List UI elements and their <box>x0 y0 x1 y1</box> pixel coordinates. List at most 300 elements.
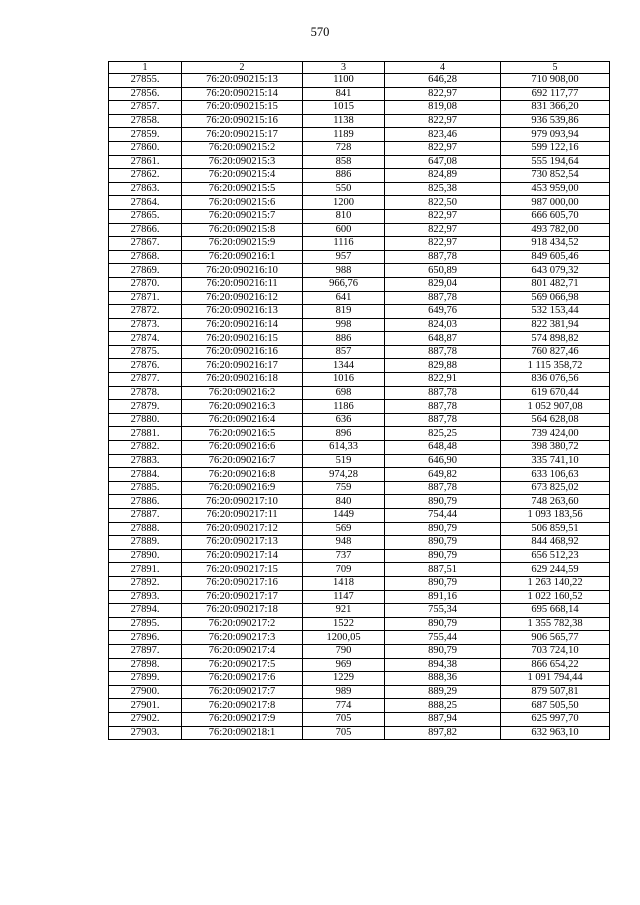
area-cell: 974,28 <box>303 468 385 482</box>
cadastral-number-cell: 76:20:090215:3 <box>182 155 303 169</box>
table-row <box>109 237 610 251</box>
area-cell: 1147 <box>303 590 385 604</box>
specific-value-cell: 890,79 <box>385 495 501 509</box>
cadastral-value-cell: 629 244,59 <box>501 563 610 577</box>
cadastral-number-cell: 76:20:090217:14 <box>182 549 303 563</box>
row-number-cell: 27885. <box>109 481 182 495</box>
table-row <box>109 386 610 400</box>
cadastral-number-cell: 76:20:090216:15 <box>182 332 303 346</box>
specific-value-cell: 829,04 <box>385 277 501 291</box>
cadastral-value-cell: 625 997,70 <box>501 712 610 726</box>
specific-value-cell: 649,76 <box>385 305 501 319</box>
cadastral-number-cell: 76:20:090216:17 <box>182 359 303 373</box>
area-cell: 1015 <box>303 101 385 115</box>
cadastral-value-cell: 632 963,10 <box>501 726 610 740</box>
row-number-cell: 27895. <box>109 617 182 631</box>
specific-value-cell: 646,28 <box>385 74 501 88</box>
area-cell: 841 <box>303 87 385 101</box>
cadastral-value-cell: 695 668,14 <box>501 604 610 618</box>
area-cell: 698 <box>303 386 385 400</box>
cadastral-value-cell: 710 908,00 <box>501 74 610 88</box>
cadastral-number-cell: 76:20:090216:4 <box>182 413 303 427</box>
column-header: 2 <box>182 62 303 74</box>
table-row <box>109 427 610 441</box>
row-number-cell: 27890. <box>109 549 182 563</box>
specific-value-cell: 647,08 <box>385 155 501 169</box>
area-cell: 641 <box>303 291 385 305</box>
area-cell: 1344 <box>303 359 385 373</box>
cadastral-number-cell: 76:20:090215:2 <box>182 141 303 155</box>
specific-value-cell: 887,51 <box>385 563 501 577</box>
cadastral-number-cell: 76:20:090215:14 <box>182 87 303 101</box>
table-row <box>109 617 610 631</box>
table-row <box>109 468 610 482</box>
area-cell: 857 <box>303 345 385 359</box>
cadastral-value-cell: 493 782,00 <box>501 223 610 237</box>
area-cell: 1100 <box>303 74 385 88</box>
cadastral-value-cell: 918 434,52 <box>501 237 610 251</box>
specific-value-cell: 890,79 <box>385 576 501 590</box>
table-row <box>109 291 610 305</box>
cadastral-value-cell: 666 605,70 <box>501 209 610 223</box>
area-cell: 705 <box>303 726 385 740</box>
specific-value-cell: 648,48 <box>385 441 501 455</box>
area-cell: 966,76 <box>303 277 385 291</box>
row-number-cell: 27860. <box>109 141 182 155</box>
table-row <box>109 264 610 278</box>
row-number-cell: 27867. <box>109 237 182 251</box>
specific-value-cell: 825,38 <box>385 182 501 196</box>
area-cell: 1418 <box>303 576 385 590</box>
row-number-cell: 27901. <box>109 699 182 713</box>
specific-value-cell: 646,90 <box>385 454 501 468</box>
specific-value-cell: 887,94 <box>385 712 501 726</box>
area-cell: 1449 <box>303 509 385 523</box>
area-cell: 998 <box>303 318 385 332</box>
table-row <box>109 182 610 196</box>
specific-value-cell: 755,44 <box>385 631 501 645</box>
table-row <box>109 400 610 414</box>
cadastral-value-cell: 687 505,50 <box>501 699 610 713</box>
table-row <box>109 658 610 672</box>
cadastral-value-cell: 739 424,00 <box>501 427 610 441</box>
cadastral-value-cell: 555 194,64 <box>501 155 610 169</box>
row-number-cell: 27870. <box>109 277 182 291</box>
cadastral-value-cell: 748 263,60 <box>501 495 610 509</box>
row-number-cell: 27884. <box>109 468 182 482</box>
area-cell: 569 <box>303 522 385 536</box>
cadastral-value-cell: 532 153,44 <box>501 305 610 319</box>
cadastral-value-cell: 673 825,02 <box>501 481 610 495</box>
column-header: 4 <box>385 62 501 74</box>
row-number-cell: 27875. <box>109 345 182 359</box>
row-number-cell: 27855. <box>109 74 182 88</box>
cadastral-number-cell: 76:20:090215:17 <box>182 128 303 142</box>
specific-value-cell: 887,78 <box>385 413 501 427</box>
row-number-cell: 27902. <box>109 712 182 726</box>
cadastral-number-cell: 76:20:090216:10 <box>182 264 303 278</box>
cadastral-number-cell: 76:20:090217:3 <box>182 631 303 645</box>
area-cell: 728 <box>303 141 385 155</box>
specific-value-cell: 829,88 <box>385 359 501 373</box>
row-number-cell: 27899. <box>109 672 182 686</box>
area-cell: 550 <box>303 182 385 196</box>
cadastral-number-cell: 76:20:090215:9 <box>182 237 303 251</box>
area-cell: 1200,05 <box>303 631 385 645</box>
cadastral-value-cell: 979 093,94 <box>501 128 610 142</box>
specific-value-cell: 887,78 <box>385 386 501 400</box>
row-number-cell: 27894. <box>109 604 182 618</box>
cadastral-value-cell: 822 381,94 <box>501 318 610 332</box>
row-number-cell: 27888. <box>109 522 182 536</box>
cadastral-value-cell: 1 022 160,52 <box>501 590 610 604</box>
page-number: 570 <box>310 25 330 39</box>
specific-value-cell: 822,50 <box>385 196 501 210</box>
cadastral-value-cell: 1 115 358,72 <box>501 359 610 373</box>
cadastral-value-cell: 831 366,20 <box>501 101 610 115</box>
specific-value-cell: 890,79 <box>385 522 501 536</box>
specific-value-cell: 822,97 <box>385 87 501 101</box>
specific-value-cell: 754,44 <box>385 509 501 523</box>
specific-value-cell: 819,08 <box>385 101 501 115</box>
cadastral-number-cell: 76:20:090217:8 <box>182 699 303 713</box>
area-cell: 737 <box>303 549 385 563</box>
area-cell: 1522 <box>303 617 385 631</box>
cadastral-number-cell: 76:20:090215:4 <box>182 169 303 183</box>
row-number-cell: 27865. <box>109 209 182 223</box>
table-row <box>109 141 610 155</box>
row-number-cell: 27898. <box>109 658 182 672</box>
cadastral-number-cell: 76:20:090216:6 <box>182 441 303 455</box>
row-number-cell: 27859. <box>109 128 182 142</box>
specific-value-cell: 825,25 <box>385 427 501 441</box>
area-cell: 759 <box>303 481 385 495</box>
cadastral-value-table <box>108 61 610 740</box>
table-row <box>109 209 610 223</box>
cadastral-number-cell: 76:20:090215:15 <box>182 101 303 115</box>
area-cell: 896 <box>303 427 385 441</box>
area-cell: 1138 <box>303 114 385 128</box>
table-row <box>109 87 610 101</box>
row-number-cell: 27880. <box>109 413 182 427</box>
specific-value-cell: 648,87 <box>385 332 501 346</box>
table-row <box>109 509 610 523</box>
row-number-cell: 27861. <box>109 155 182 169</box>
table-row <box>109 318 610 332</box>
area-cell: 600 <box>303 223 385 237</box>
table-row <box>109 563 610 577</box>
table-row <box>109 644 610 658</box>
row-number-cell: 27869. <box>109 264 182 278</box>
row-number-cell: 27856. <box>109 87 182 101</box>
cadastral-value-cell: 936 539,86 <box>501 114 610 128</box>
row-number-cell: 27879. <box>109 400 182 414</box>
row-number-cell: 27864. <box>109 196 182 210</box>
cadastral-number-cell: 76:20:090218:1 <box>182 726 303 740</box>
column-header: 1 <box>109 62 182 74</box>
specific-value-cell: 890,79 <box>385 549 501 563</box>
table-row <box>109 196 610 210</box>
cadastral-number-cell: 76:20:090217:6 <box>182 672 303 686</box>
specific-value-cell: 650,89 <box>385 264 501 278</box>
area-cell: 1189 <box>303 128 385 142</box>
area-cell: 957 <box>303 250 385 264</box>
area-cell: 636 <box>303 413 385 427</box>
area-cell: 1016 <box>303 373 385 387</box>
specific-value-cell: 822,97 <box>385 237 501 251</box>
cadastral-number-cell: 76:20:090217:9 <box>182 712 303 726</box>
specific-value-cell: 755,34 <box>385 604 501 618</box>
table-row <box>109 373 610 387</box>
cadastral-value-cell: 643 079,32 <box>501 264 610 278</box>
cadastral-value-cell: 633 106,63 <box>501 468 610 482</box>
table-row <box>109 712 610 726</box>
cadastral-number-cell: 76:20:090217:15 <box>182 563 303 577</box>
cadastral-number-cell: 76:20:090215:7 <box>182 209 303 223</box>
cadastral-number-cell: 76:20:090215:13 <box>182 74 303 88</box>
table-row <box>109 413 610 427</box>
area-cell: 969 <box>303 658 385 672</box>
cadastral-number-cell: 76:20:090217:17 <box>182 590 303 604</box>
cadastral-number-cell: 76:20:090216:7 <box>182 454 303 468</box>
area-cell: 614,33 <box>303 441 385 455</box>
specific-value-cell: 888,36 <box>385 672 501 686</box>
cadastral-number-cell: 76:20:090217:16 <box>182 576 303 590</box>
cadastral-value-cell: 574 898,82 <box>501 332 610 346</box>
table-row <box>109 155 610 169</box>
row-number-cell: 27874. <box>109 332 182 346</box>
cadastral-number-cell: 76:20:090216:3 <box>182 400 303 414</box>
table-row <box>109 128 610 142</box>
area-cell: 886 <box>303 332 385 346</box>
row-number-cell: 27868. <box>109 250 182 264</box>
row-number-cell: 27881. <box>109 427 182 441</box>
specific-value-cell: 890,79 <box>385 644 501 658</box>
cadastral-number-cell: 76:20:090217:5 <box>182 658 303 672</box>
table-row <box>109 169 610 183</box>
cadastral-number-cell: 76:20:090217:7 <box>182 685 303 699</box>
cadastral-number-cell: 76:20:090216:12 <box>182 291 303 305</box>
cadastral-value-cell: 453 959,00 <box>501 182 610 196</box>
table-body <box>109 62 610 740</box>
area-cell: 858 <box>303 155 385 169</box>
specific-value-cell: 894,38 <box>385 658 501 672</box>
specific-value-cell: 887,78 <box>385 345 501 359</box>
specific-value-cell: 823,46 <box>385 128 501 142</box>
cadastral-value-cell: 760 827,46 <box>501 345 610 359</box>
row-number-cell: 27883. <box>109 454 182 468</box>
cadastral-value-cell: 1 355 782,38 <box>501 617 610 631</box>
area-cell: 921 <box>303 604 385 618</box>
table-row <box>109 332 610 346</box>
specific-value-cell: 822,97 <box>385 209 501 223</box>
cadastral-value-cell: 398 380,72 <box>501 441 610 455</box>
specific-value-cell: 824,03 <box>385 318 501 332</box>
cadastral-value-cell: 703 724,10 <box>501 644 610 658</box>
row-number-cell: 27857. <box>109 101 182 115</box>
row-number-cell: 27887. <box>109 509 182 523</box>
row-number-cell: 27878. <box>109 386 182 400</box>
cadastral-number-cell: 76:20:090216:18 <box>182 373 303 387</box>
row-number-cell: 27871. <box>109 291 182 305</box>
area-cell: 709 <box>303 563 385 577</box>
specific-value-cell: 822,97 <box>385 223 501 237</box>
row-number-cell: 27889. <box>109 536 182 550</box>
cadastral-value-cell: 906 565,77 <box>501 631 610 645</box>
table-row <box>109 549 610 563</box>
cadastral-value-cell: 506 859,51 <box>501 522 610 536</box>
column-header: 5 <box>501 62 610 74</box>
cadastral-number-cell: 76:20:090216:16 <box>182 345 303 359</box>
table-row <box>109 74 610 88</box>
table-row <box>109 672 610 686</box>
cadastral-number-cell: 76:20:090215:5 <box>182 182 303 196</box>
area-cell: 519 <box>303 454 385 468</box>
row-number-cell: 27900. <box>109 685 182 699</box>
table-row <box>109 277 610 291</box>
cadastral-number-cell: 76:20:090216:8 <box>182 468 303 482</box>
area-cell: 774 <box>303 699 385 713</box>
cadastral-value-cell: 879 507,81 <box>501 685 610 699</box>
cadastral-value-cell: 692 117,77 <box>501 87 610 101</box>
area-cell: 840 <box>303 495 385 509</box>
specific-value-cell: 891,16 <box>385 590 501 604</box>
row-number-cell: 27903. <box>109 726 182 740</box>
table-row <box>109 441 610 455</box>
cadastral-number-cell: 76:20:090217:4 <box>182 644 303 658</box>
area-cell: 1186 <box>303 400 385 414</box>
specific-value-cell: 897,82 <box>385 726 501 740</box>
cadastral-number-cell: 76:20:090216:13 <box>182 305 303 319</box>
table-row <box>109 114 610 128</box>
specific-value-cell: 887,78 <box>385 481 501 495</box>
cadastral-value-cell: 1 052 907,08 <box>501 400 610 414</box>
cadastral-number-cell: 76:20:090216:14 <box>182 318 303 332</box>
row-number-cell: 27893. <box>109 590 182 604</box>
table-row <box>109 495 610 509</box>
cadastral-number-cell: 76:20:090217:10 <box>182 495 303 509</box>
table-row <box>109 699 610 713</box>
cadastral-value-cell: 801 482,71 <box>501 277 610 291</box>
cadastral-value-cell: 1 091 794,44 <box>501 672 610 686</box>
cadastral-value-cell: 836 076,56 <box>501 373 610 387</box>
area-cell: 886 <box>303 169 385 183</box>
row-number-cell: 27896. <box>109 631 182 645</box>
cadastral-value-cell: 569 066,98 <box>501 291 610 305</box>
cadastral-number-cell: 76:20:090216:5 <box>182 427 303 441</box>
row-number-cell: 27876. <box>109 359 182 373</box>
cadastral-number-cell: 76:20:090216:2 <box>182 386 303 400</box>
row-number-cell: 27877. <box>109 373 182 387</box>
area-cell: 988 <box>303 264 385 278</box>
cadastral-value-cell: 1 263 140,22 <box>501 576 610 590</box>
table-row <box>109 481 610 495</box>
table-row <box>109 305 610 319</box>
cadastral-value-cell: 849 605,46 <box>501 250 610 264</box>
area-cell: 948 <box>303 536 385 550</box>
specific-value-cell: 824,89 <box>385 169 501 183</box>
row-number-cell: 27862. <box>109 169 182 183</box>
cadastral-value-cell: 1 093 183,56 <box>501 509 610 523</box>
table-row <box>109 345 610 359</box>
area-cell: 790 <box>303 644 385 658</box>
specific-value-cell: 822,97 <box>385 141 501 155</box>
table-row <box>109 522 610 536</box>
row-number-cell: 27872. <box>109 305 182 319</box>
cadastral-number-cell: 76:20:090217:13 <box>182 536 303 550</box>
table-row <box>109 250 610 264</box>
specific-value-cell: 890,79 <box>385 536 501 550</box>
specific-value-cell: 822,97 <box>385 114 501 128</box>
table-row <box>109 726 610 740</box>
table-row <box>109 576 610 590</box>
cadastral-value-cell: 866 654,22 <box>501 658 610 672</box>
cadastral-number-cell: 76:20:090215:6 <box>182 196 303 210</box>
area-cell: 819 <box>303 305 385 319</box>
cadastral-number-cell: 76:20:090217:11 <box>182 509 303 523</box>
specific-value-cell: 649,82 <box>385 468 501 482</box>
cadastral-number-cell: 76:20:090217:18 <box>182 604 303 618</box>
cadastral-value-cell: 656 512,23 <box>501 549 610 563</box>
cadastral-number-cell: 76:20:090216:11 <box>182 277 303 291</box>
specific-value-cell: 887,78 <box>385 291 501 305</box>
cadastral-number-cell: 76:20:090217:2 <box>182 617 303 631</box>
area-cell: 1200 <box>303 196 385 210</box>
specific-value-cell: 887,78 <box>385 400 501 414</box>
cadastral-value-cell: 844 468,92 <box>501 536 610 550</box>
area-cell: 1116 <box>303 237 385 251</box>
cadastral-value-cell: 335 741,10 <box>501 454 610 468</box>
specific-value-cell: 888,25 <box>385 699 501 713</box>
cadastral-value-cell: 730 852,54 <box>501 169 610 183</box>
cadastral-number-cell: 76:20:090216:9 <box>182 481 303 495</box>
table-row <box>109 454 610 468</box>
row-number-cell: 27863. <box>109 182 182 196</box>
row-number-cell: 27892. <box>109 576 182 590</box>
table-row <box>109 685 610 699</box>
table-row <box>109 359 610 373</box>
cadastral-value-cell: 599 122,16 <box>501 141 610 155</box>
row-number-cell: 27882. <box>109 441 182 455</box>
table-row <box>109 604 610 618</box>
specific-value-cell: 890,79 <box>385 617 501 631</box>
cadastral-value-cell: 987 000,00 <box>501 196 610 210</box>
area-cell: 810 <box>303 209 385 223</box>
cadastral-number-cell: 76:20:090215:16 <box>182 114 303 128</box>
specific-value-cell: 887,78 <box>385 250 501 264</box>
table-row <box>109 223 610 237</box>
row-number-cell: 27886. <box>109 495 182 509</box>
cadastral-value-cell: 619 670,44 <box>501 386 610 400</box>
row-number-cell: 27891. <box>109 563 182 577</box>
row-number-cell: 27858. <box>109 114 182 128</box>
table-row <box>109 631 610 645</box>
table-row <box>109 590 610 604</box>
row-number-cell: 27897. <box>109 644 182 658</box>
column-header: 3 <box>303 62 385 74</box>
specific-value-cell: 822,91 <box>385 373 501 387</box>
cadastral-number-cell: 76:20:090216:1 <box>182 250 303 264</box>
cadastral-value-cell: 564 628,08 <box>501 413 610 427</box>
specific-value-cell: 889,29 <box>385 685 501 699</box>
cadastral-number-cell: 76:20:090215:8 <box>182 223 303 237</box>
cadastral-number-cell: 76:20:090217:12 <box>182 522 303 536</box>
area-cell: 989 <box>303 685 385 699</box>
table-row <box>109 536 610 550</box>
area-cell: 705 <box>303 712 385 726</box>
table-row <box>109 101 610 115</box>
area-cell: 1229 <box>303 672 385 686</box>
